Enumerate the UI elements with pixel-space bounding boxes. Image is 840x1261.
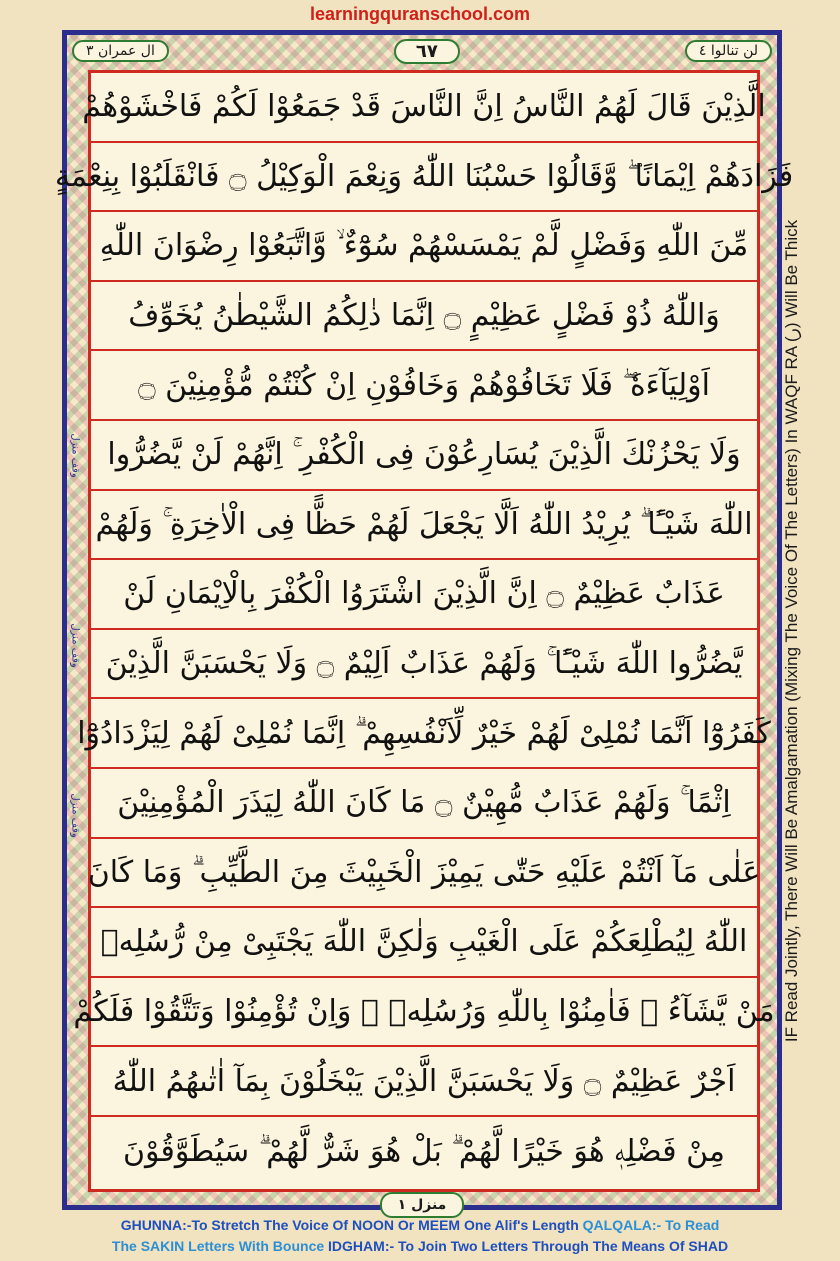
juz-name: لن تنالوا ٤ — [685, 40, 772, 62]
surah-name: ال عمران ٣ — [72, 40, 169, 62]
manzil-mark: منزل ١ — [380, 1192, 464, 1218]
verse-line: وَلَا يَحْزُنْكَ الَّذِيْنَ يُسَارِعُوْنَ فِى الْكُفْرِ ۚ اِنَّهُمْ لَنْ يَّضُرُّوا — [91, 421, 757, 491]
verse-line: مِّنَ اللّٰهِ وَفَضْلٍ لَّمْ يَمْسَسْهُمْ سُوْٓءٌ ۙ وَّاتَّبَعُوْا رِضْوَانَ اللّٰهِ — [91, 212, 757, 282]
verse-line: مِنْ فَضْلِهٖ هُوَ خَيْرًا لَّهُمْ ۗ بَلْ هُوَ شَرٌّ لَّهُمْ ۗ سَيُطَوَّقُوْنَ — [123, 1134, 725, 1170]
verse-line: اللّٰهُ لِيُطْلِعَكُمْ عَلَى الْغَيْبِ وَلٰكِنَّ اللّٰهَ يَجْتَبِىْ مِنْ رُّسُلِهٖ — [91, 908, 757, 978]
verse-line: يَّضُرُّوا اللّٰهَ شَيْـًٔا ۚ وَلَهُمْ عَذَابٌ اَلِيْمٌ ۝ وَلَا يَحْسَبَنَّ الَّذِيْنَ — [91, 630, 757, 700]
verse-line: عَلٰى مَآ اَنْتُمْ عَلَيْهِ حَتّٰى يَمِيْزَ الْخَبِيْثَ مِنَ الطَّيِّبِ ۗ وَمَا كَانَ — [91, 839, 757, 909]
site-url: learningquranschool.com — [309, 4, 531, 24]
legend-ghunna: GHUNNA:-To Stretch The Voice Of NOON Or MEEM One Alif's Length — [120, 1217, 579, 1233]
verse-line: عَذَابٌ عَظِيْمٌ ۝ اِنَّ الَّذِيْنَ اشْتَرَوُا الْكُفْرَ بِالْاِيْمَانِ لَنْ — [91, 560, 757, 630]
verse-line: وَاللّٰهُ ذُوْ فَضْلٍ عَظِيْمٍ ۝ اِنَّمَا ذٰلِكُمُ الشَّيْطٰنُ يُخَوِّفُ — [91, 282, 757, 352]
verse-line: فَزَادَهُمْ اِيْمَانًا ۖ وَّقَالُوْا حَسْبُنَا اللّٰهُ وَنِعْمَ الْوَكِيْلُ ۝ فَانْقَلَبُوْا بِنِعْمَةٍ — [91, 143, 757, 213]
tajweed-legend — [0, 1215, 840, 1257]
legend-qalqala: QALQALA:- To Read — [582, 1217, 720, 1233]
legend-qalqala-cont: The SAKIN Letters With Bounce — [111, 1238, 325, 1254]
verse-line: اَجْرٌ عَظِيْمٌ ۝ وَلَا يَحْسَبَنَّ الَّذِيْنَ يَبْخَلُوْنَ بِمَآ اٰتٰىهُمُ اللّٰهُ — [91, 1047, 757, 1117]
page-header — [72, 36, 772, 66]
verse-line: اَوْلِيَآءَهٗ ۖ فَلَا تَخَافُوْهُمْ وَخَافُوْنِ اِنْ كُنْتُمْ مُّؤْمِنِيْنَ ۝ — [91, 351, 757, 421]
margin-note: وقف منزل — [69, 792, 81, 838]
page-number: ٦٧ — [394, 39, 460, 64]
tajweed-side-note: IF Read Jointly, There Will Be Amalgamation (Mixing The Voice Of The Letters) In WAQF RA (ر) Will Be Thick — [782, 219, 802, 1043]
margin-note: وقف منزل — [69, 622, 81, 668]
verse-line: مَنْ يَّشَآءُ ۖ فَاٰمِنُوْا بِاللّٰهِ وَرُسُلِهٖ ۚ وَاِنْ تُؤْمِنُوْا وَتَتَّقُوْا فَلَكُمْ — [91, 978, 757, 1048]
verse-line: اِثْمًا ۚ وَلَهُمْ عَذَابٌ مُّهِيْنٌ ۝ مَا كَانَ اللّٰهُ لِيَذَرَ الْمُؤْمِنِيْنَ — [91, 769, 757, 839]
verse-line: اللّٰهَ شَيْـًٔا ۗ يُرِيْدُ اللّٰهُ اَلَّا يَجْعَلَ لَهُمْ حَظًّا فِى الْاٰخِرَةِ ۚ وَلَهُمْ — [91, 491, 757, 561]
verse-line: الَّذِيْنَ قَالَ لَهُمُ النَّاسُ اِنَّ النَّاسَ قَدْ جَمَعُوْا لَكُمْ فَاخْشَوْهُمْ — [91, 73, 757, 143]
margin-note: وقف منزل — [69, 432, 81, 478]
legend-idgham: IDGHAM:- To Join Two Letters Through The Means Of SHAD — [328, 1238, 729, 1254]
verse-line: كَفَرُوْٓا اَنَّمَا نُمْلِىْ لَهُمْ خَيْرٌ لِّاَنْفُسِهِمْ ۗ اِنَّمَا نُمْلِىْ لَهُمْ لِيَزْدَادُوْٓا — [91, 699, 757, 769]
